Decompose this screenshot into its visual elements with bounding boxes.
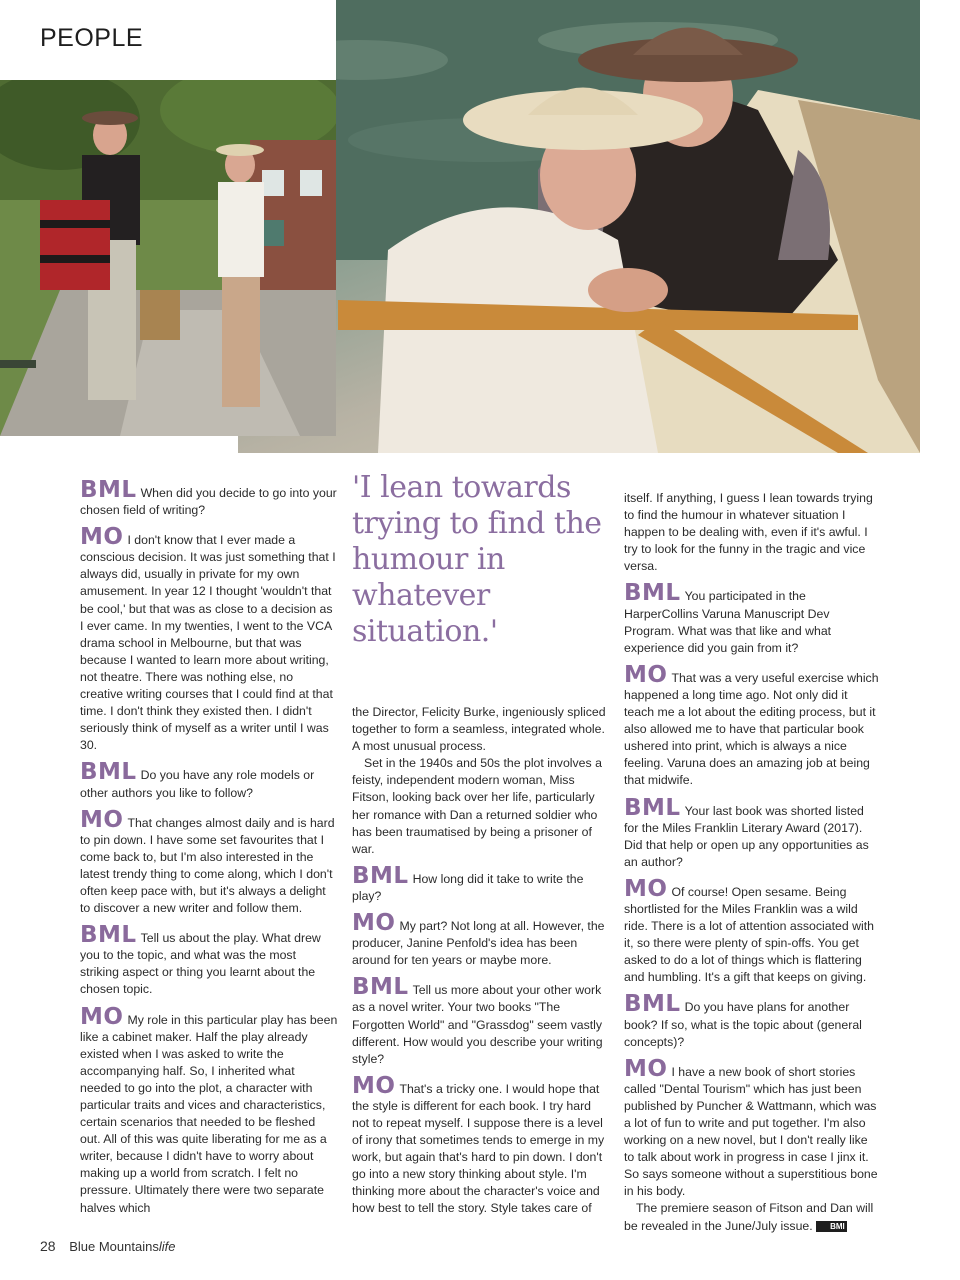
magazine-name-italic: life xyxy=(158,1239,176,1254)
body-paragraph: the Director, Felicity Burke, ingeniously spliced together to form a seamless, integrated whole. A most unusual process. xyxy=(352,705,606,754)
qa-tag: MO xyxy=(80,524,124,551)
qa-text: You participated in the HarperCollins Varuna Manuscript Dev Program. What was that like and what experience did you gain from it? xyxy=(624,589,832,655)
qa-tag: MO xyxy=(624,661,668,688)
column-2 xyxy=(352,470,610,1228)
qa-block xyxy=(624,580,880,656)
qa-tag: BML xyxy=(624,580,681,607)
page-footer xyxy=(40,1238,175,1254)
photo-corner-mask xyxy=(238,0,336,80)
qa-tag: BML xyxy=(80,759,137,786)
body-paragraph: Set in the 1940s and 50s the plot involves a feisty, independent modern woman, Miss Fitson, looking back over her life, particularly her romance with Dan a returned soldier who has been traumatised by being a prisoner of war. xyxy=(352,756,602,856)
qa-text: I don't know that I ever made a conscious decision. It was just something that I always did, usually in private for my own amusement. In year 12 I thought 'wouldn't that be cool,' but that was as close to a decision as I ever came. In my twenties, I went to the VCA drama school in Melbourne, but that was because I wanted to learn more about writing, not theatre. There was nothing else, no creative writing courses that I could find at that time. I don't think they existed then. I didn't seriously think of myself as a writer until I was 30. xyxy=(80,533,336,753)
body-paragraph: itself. If anything, I guess I lean towards trying to find the humour in whatever situation I happen to be dealing with, even if it's awful. I try to look for the funny in the tragic and vice versa. xyxy=(624,491,873,574)
qa-tag: BML xyxy=(352,862,409,889)
qa-block xyxy=(624,991,880,1050)
magazine-name-main: Blue Mountains xyxy=(69,1239,159,1254)
qa-block xyxy=(352,862,610,905)
column-3 xyxy=(624,490,880,1235)
magazine-name xyxy=(69,1239,175,1254)
qa-text: When did you decide to go into your chosen field of writing? xyxy=(80,486,337,518)
qa-text: Tell us about the play. What drew you to the topic, and what was the most striking aspect or thing you learnt about the chosen topic. xyxy=(80,931,321,997)
qa-tag: BML xyxy=(624,794,681,821)
qa-text: That changes almost daily and is hard to pin down. I have some set favourites that I come back to, but I'm also interested in the latest trendy thing to come along, which I don't often keep pace with, but it's always a delight to discover a new writer and follow them. xyxy=(80,815,335,916)
qa-text: Tell us more about your other work as a novel writer. Your two books "The Forgotten World" and "Grassdog" seem vastly different. How would you describe your writing style? xyxy=(352,983,603,1066)
page-number: 28 xyxy=(40,1238,56,1254)
qa-text: Of course! Open sesame. Being shortlisted for the Miles Franklin was a wild ride. There is a lot of attention associated with it, so there were plenty of spin-offs. You get asked to do a lot of things which is flattering and humbling. It's a gift that keeps on giving. xyxy=(624,884,874,985)
qa-text: My part? Not long at all. However, the producer, Janine Penfold's idea has been around for ten years or maybe more. xyxy=(352,919,605,968)
qa-block xyxy=(80,759,338,801)
qa-block xyxy=(352,1072,610,1218)
qa-text: How long did it take to write the play? xyxy=(352,871,584,903)
qa-block xyxy=(624,875,880,987)
qa-block xyxy=(352,910,610,969)
qa-block xyxy=(624,1055,880,1201)
column-1 xyxy=(80,477,338,1227)
closing-text: The premiere season of Fitson and Dan will be revealed in the June/July issue. xyxy=(624,1201,874,1233)
qa-block xyxy=(80,806,338,918)
qa-block xyxy=(80,922,338,998)
qa-text: My role in this particular play has been like a cabinet maker. Half the play already existed when I was asked to write the accompanying half. So, I inherited what needed to go into the plot, a character with particular traits and vices and characteristics, certain scenarios that needed to be fleshed out. All of this was quite liberating for me as a writer, because I didn't have to worry about making up a world from scratch. I felt no pressure. Ultimately there were two separate halves which xyxy=(80,1012,338,1215)
qa-tag: MO xyxy=(624,875,668,902)
qa-block xyxy=(624,794,880,871)
qa-tag: BML xyxy=(352,974,409,1001)
qa-tag: MO xyxy=(352,910,396,937)
qa-text: Your last book was shorted listed for the Miles Franklin Literary Award (2017). Did that help or open up any opportunities as an author? xyxy=(624,803,869,869)
qa-tag: BML xyxy=(624,991,681,1018)
qa-tag: MO xyxy=(352,1072,396,1099)
qa-block xyxy=(80,477,338,519)
qa-block xyxy=(352,974,610,1067)
qa-text: Do you have plans for another book? If so, what is the topic about (general concepts)? xyxy=(624,1000,862,1049)
qa-tag: MO xyxy=(80,806,124,833)
qa-block xyxy=(624,661,880,790)
qa-block xyxy=(80,1003,338,1217)
qa-tag: BML xyxy=(80,477,137,503)
qa-text: That's a tricky one. I would hope that the style is different for each book. I try hard not to repeat myself. I suppose there is a level of irony that sometimes tends to emerge in my work, but again that's hard to pin down. I don't go into a new story thinking about style. I'm thinking more about the character's voice and how best to tell the story. Style takes care of xyxy=(352,1081,605,1216)
qa-text: I have a new book of short stories called "Dental Tourism" which has just been published by Puncher & Wattmann, which was a lot of fun to write and put together. I'm also working on a new novel, but I don't really like to talk about work in progress in case I jinx it. So says someone without a superstitious bone in his body. xyxy=(624,1064,878,1199)
walking-couple-photo xyxy=(0,80,336,436)
qa-tag: MO xyxy=(80,1003,124,1030)
section-label: PEOPLE xyxy=(40,24,144,52)
qa-tag: BML xyxy=(80,922,137,949)
rowboat-photo xyxy=(238,0,920,453)
qa-text: Do you have any role models or other authors you like to follow? xyxy=(80,768,315,800)
qa-tag: MO xyxy=(624,1055,668,1082)
pull-quote: 'I lean towards trying to find the humour in whatever situation.' xyxy=(352,470,602,649)
end-mark: BMl xyxy=(816,1221,847,1232)
closing-paragraph xyxy=(624,1200,880,1234)
qa-block xyxy=(80,524,338,754)
qa-text: That was a very useful exercise which happened a long time ago. Not only did it teach me a lot about the editing process, but it also allowed me to have that particular book ushered into print, which is always a nice feeling. Varuna does an amazing job at being that midwife. xyxy=(624,670,879,788)
